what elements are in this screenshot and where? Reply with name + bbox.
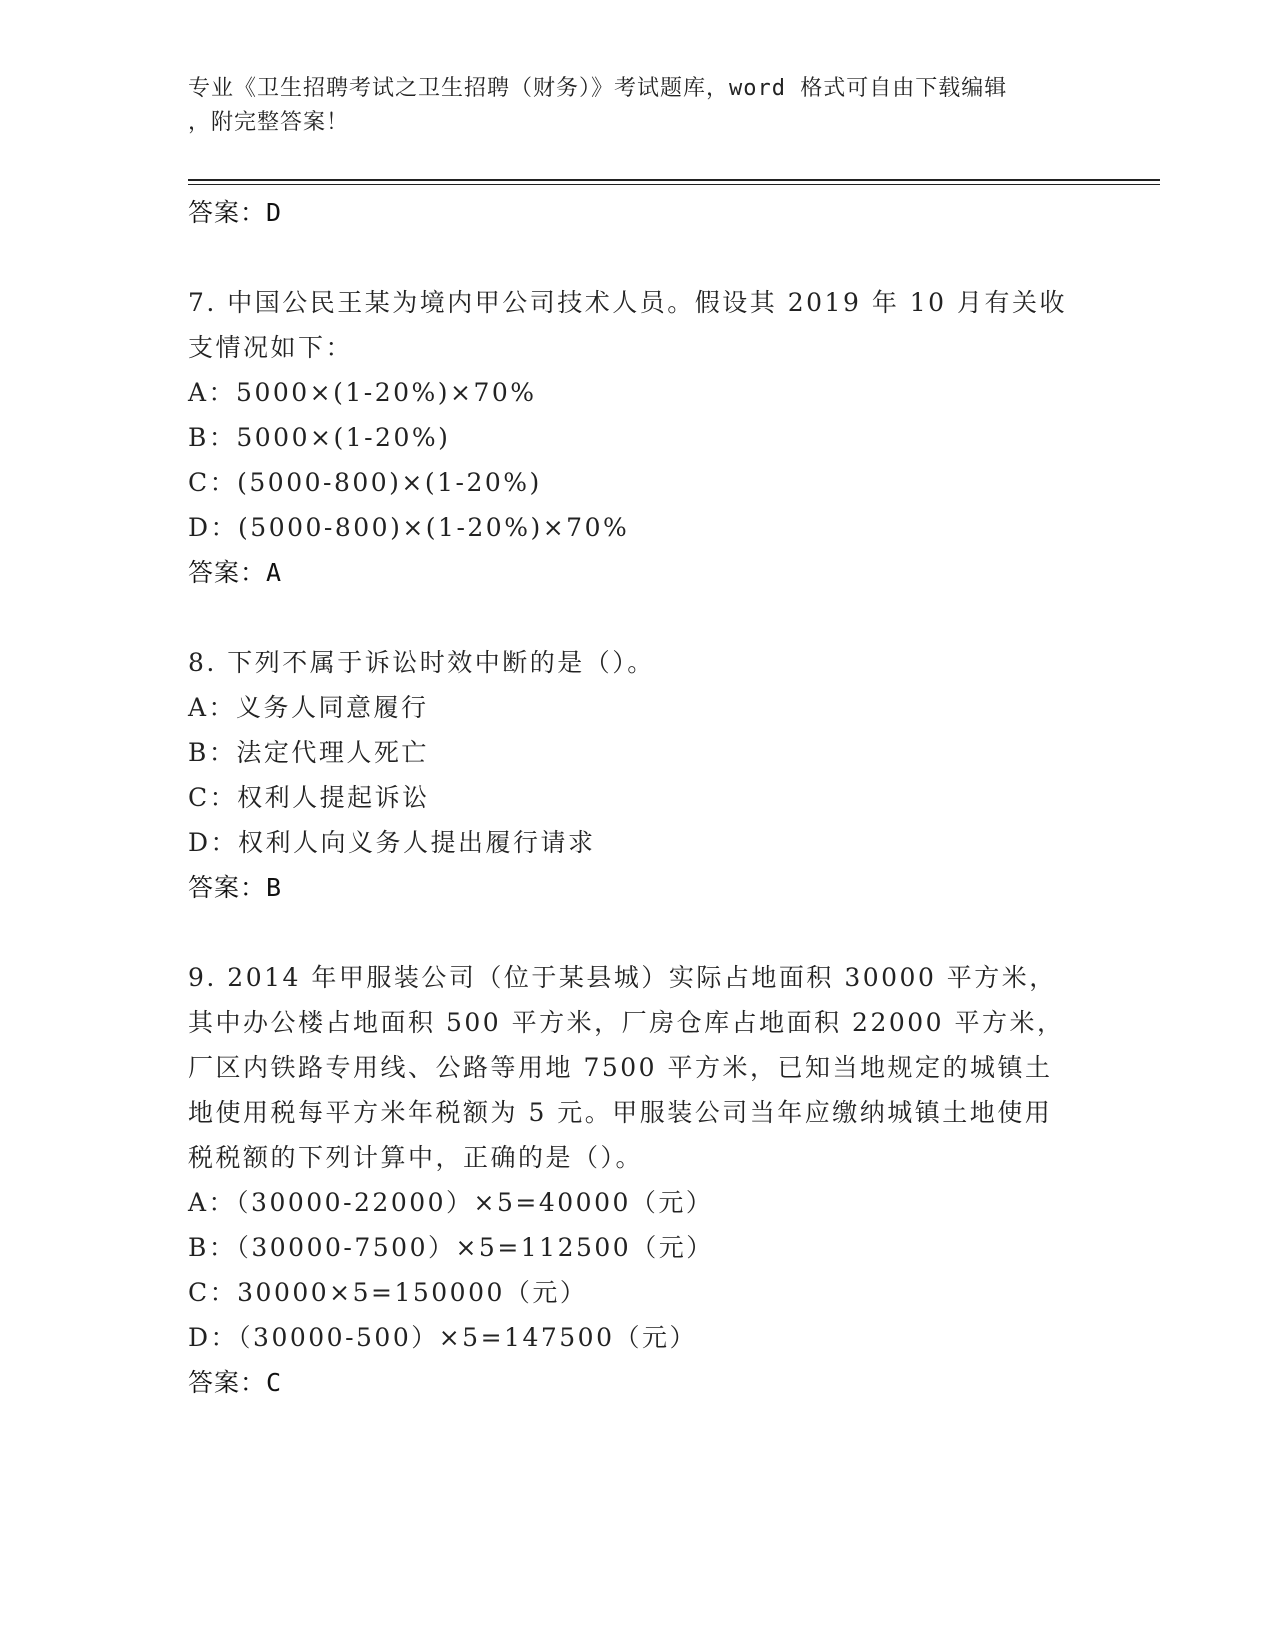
header-line-1: 专业《卫生招聘考试之卫生招聘（财务）》考试题库，word 格式可自由下载编辑 <box>188 76 1008 101</box>
option-a: A：（30000-22000）×5=40000（元） <box>188 1188 714 1217</box>
question-text: 7. 中国公民王某为境内甲公司技术人员。假设其 2019 年 10 月有关收支情况如下： <box>188 288 1068 362</box>
option-a: A：义务人同意履行 <box>188 693 429 722</box>
option-c: C：(5000-800)×(1-20%) <box>188 468 542 497</box>
option-d: D：（30000-500）×5=147500（元） <box>188 1323 697 1352</box>
question-answer: 答案：A <box>188 558 283 587</box>
header-divider-thin <box>188 184 1160 185</box>
option-b: B：5000×(1-20%) <box>188 423 451 452</box>
header-line-2: ，附完整答案！ <box>188 110 350 135</box>
question-answer: 答案：B <box>188 873 283 902</box>
header-divider-thick <box>188 179 1160 181</box>
option-a: A：5000×(1-20%)×70% <box>188 378 537 407</box>
option-d: D：权利人向义务人提出履行请求 <box>188 828 596 857</box>
document-header <box>188 72 1088 140</box>
question-answer: 答案：C <box>188 1368 283 1397</box>
previous-answer: 答案：D <box>188 198 283 227</box>
question-7 <box>188 280 1088 595</box>
question-8 <box>188 640 1088 910</box>
question-text: 8. 下列不属于诉讼时效中断的是（）。 <box>188 648 655 677</box>
question-9 <box>188 955 1088 1405</box>
document-body <box>188 190 1088 1405</box>
option-b: B：（30000-7500）×5=112500（元） <box>188 1233 714 1262</box>
option-b: B：法定代理人死亡 <box>188 738 429 767</box>
question-text: 9. 2014 年甲服装公司（位于某县城）实际占地面积 30000 平方米，其中办公楼占地面积 500 平方米，厂房仓库占地面积 22000 平方米，厂区内铁路专用线、公路等用地 7500 平方米，已知当地规定的城镇土地使用税每平方米年税额为 5 元。甲服装公司当年应缴纳城镇土地使用税税额的下列计算中，正确的是（）。 <box>188 963 1065 1172</box>
option-d: D：(5000-800)×(1-20%)×70% <box>188 513 630 542</box>
option-c: C：权利人提起诉讼 <box>188 783 430 812</box>
option-c: C：30000×5=150000（元） <box>188 1278 588 1307</box>
